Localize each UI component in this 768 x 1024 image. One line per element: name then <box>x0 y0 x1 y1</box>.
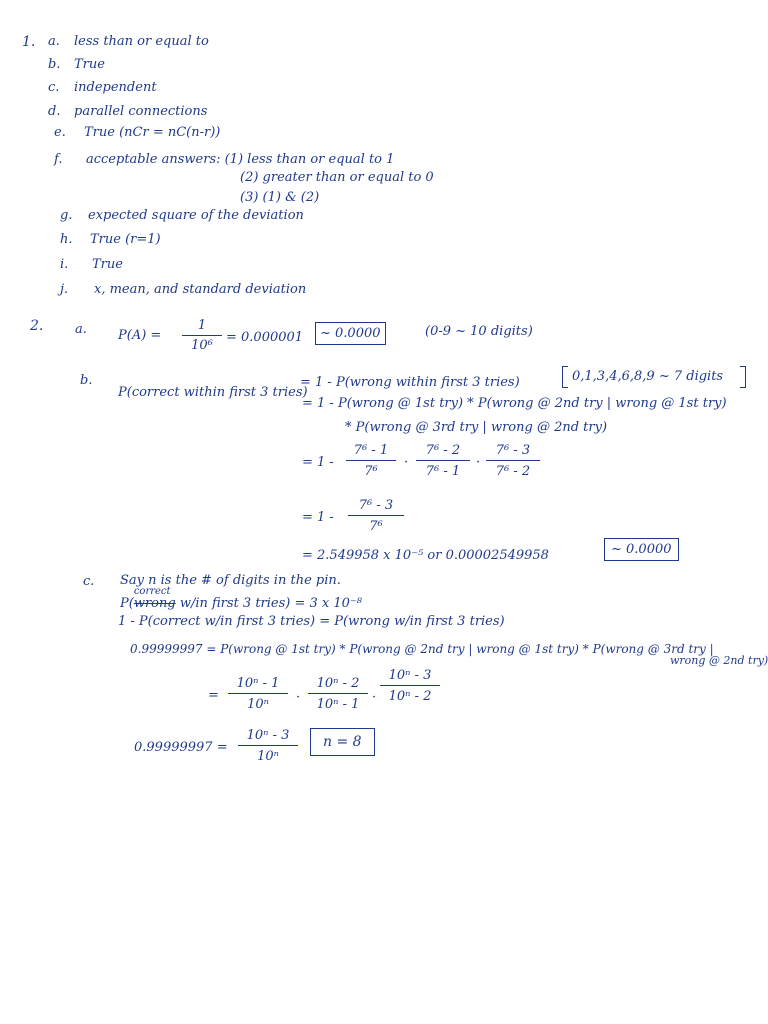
q2b-dot-2: · <box>476 455 481 470</box>
q2b-digits: 0,1,3,4,6,8,9 ~ 7 digits <box>572 369 724 384</box>
q2c-dot-1: · <box>296 690 301 705</box>
q2b-fraction-2-den: 7⁶ - 1 <box>425 464 461 479</box>
q2a-boxed-answer: ~ 0.0000 <box>315 322 386 345</box>
q1-item-text: (3) (1) & (2) <box>240 190 320 205</box>
q2c-fraction-1 <box>228 676 288 712</box>
q2b-fraction-4-den: 7⁶ <box>369 519 383 534</box>
q2c-fraction-3-bar <box>380 685 440 686</box>
q1-item-label: d. <box>48 104 61 119</box>
q1-item-label: c. <box>48 80 60 95</box>
q1-item-text: less than or equal to <box>74 34 209 49</box>
q2c-boxed-answer: n = 8 <box>310 728 375 756</box>
q2c-line4-continued: wrong @ 2nd try) <box>670 654 768 667</box>
q1-item-text: True <box>92 257 123 272</box>
q1-item-label: h. <box>60 232 73 247</box>
q2b-boxed-answer: ~ 0.0000 <box>604 538 679 561</box>
q1-item-label: g. <box>60 208 73 223</box>
q2c-line3: 1 - P(correct w/in first 3 tries) = P(wrong w/in first 3 tries) <box>118 614 505 629</box>
q2c-line6-prefix: 0.99999997 = <box>134 740 228 755</box>
q2b-line6: = 2.549958 x 10⁻⁵ or 0.00002549958 <box>302 548 549 563</box>
q2a-fraction-num: 1 <box>197 318 207 333</box>
q2c-fraction-4-num: 10ⁿ - 3 <box>246 728 290 743</box>
q2c-line2-rest: w/in first 3 tries) = 3 x 10⁻⁸ <box>179 596 363 611</box>
q2b-fraction-4-num: 7⁶ - 3 <box>358 498 394 513</box>
q2a-fraction <box>182 318 222 353</box>
q2c-line2-correction: correct <box>133 586 171 597</box>
q2c-fraction-3-den: 10ⁿ - 2 <box>388 689 432 704</box>
q2c-fraction-3 <box>380 668 440 704</box>
q2b-fraction-3-num: 7⁶ - 3 <box>495 443 531 458</box>
q2c-fraction-2 <box>308 676 368 712</box>
q2b-line4-prefix: = 1 - <box>302 455 334 470</box>
q2b-fraction-2-num: 7⁶ - 2 <box>425 443 461 458</box>
q2a-fraction-den: 10⁶ <box>191 338 213 353</box>
q1-item-label: f. <box>54 152 63 167</box>
q2c-fraction-2-bar <box>308 693 368 694</box>
q2c-label: c. <box>83 574 95 589</box>
q2c-fraction-2-den: 10ⁿ - 1 <box>316 697 360 712</box>
q2c-fraction-2-num: 10ⁿ - 2 <box>316 676 360 691</box>
q2a-fraction-bar <box>182 335 222 336</box>
q2c-line5-prefix: = <box>208 688 219 703</box>
q2b-line5-prefix: = 1 - <box>302 510 334 525</box>
q2b-fraction-1-den: 7⁶ <box>364 464 378 479</box>
q2b-fraction-4-bar <box>348 515 404 516</box>
q2a-lhs: P(A) = <box>118 328 162 343</box>
q1-item-text: independent <box>74 80 157 95</box>
q2c-fraction-1-num: 10ⁿ - 1 <box>236 676 280 691</box>
q2b-fraction-2 <box>416 443 470 479</box>
q1-item-text: True <box>74 57 105 72</box>
q2b-dot-1: · <box>404 455 409 470</box>
q1-item-label: a. <box>48 34 60 49</box>
q2c-fraction-4-bar <box>238 745 298 746</box>
q1-item-text: True (r=1) <box>90 232 161 247</box>
q1-item-label: i. <box>60 257 69 272</box>
q2b-line2: = 1 - P(wrong @ 1st try) * P(wrong @ 2nd try | wrong @ 1st try) <box>302 396 727 411</box>
q2c-fraction-4-den: 10ⁿ <box>257 749 279 764</box>
q1-item-label: b. <box>48 57 61 72</box>
q2b-fraction-4 <box>348 498 404 534</box>
q2a-note: (0-9 ~ 10 digits) <box>425 324 533 339</box>
q2b-fraction-3-den: 7⁶ - 2 <box>495 464 531 479</box>
q2c-line2-prefix: P( <box>120 596 134 611</box>
q2c-fraction-4 <box>238 728 298 764</box>
q2c-fraction-1-den: 10ⁿ <box>247 697 269 712</box>
q2b-line1-rhs: = 1 - P(wrong within first 3 tries) <box>300 375 520 390</box>
q2b-line3: * P(wrong @ 3rd try | wrong @ 2nd try) <box>345 420 608 435</box>
q2b-line1-lhs: P(correct within first 3 tries) <box>118 385 308 400</box>
q2b-fraction-3 <box>486 443 540 479</box>
q2a-label: a. <box>75 322 87 337</box>
q2b-digits-bracket-left <box>562 366 568 388</box>
q1-item-text: (2) greater than or equal to 0 <box>240 170 434 185</box>
q2b-fraction-1 <box>346 443 396 479</box>
q1-item-text: True (nCr = nC(n-r)) <box>84 125 221 140</box>
q1-item-text: parallel connections <box>74 104 208 119</box>
q2b-fraction-3-bar <box>486 460 540 461</box>
q2b-fraction-2-bar <box>416 460 470 461</box>
q2b-digits-bracket-right <box>740 366 746 388</box>
q1-number: 1. <box>22 34 36 50</box>
q1-item-label: j. <box>60 282 69 297</box>
q2a-result: = 0.000001 <box>226 330 304 345</box>
q2c-line4: 0.99999997 = P(wrong @ 1st try) * P(wrong @ 2nd try | wrong @ 1st try) * P(wrong @ 3rd try | <box>130 642 714 656</box>
q2c-fraction-3-num: 10ⁿ - 3 <box>388 668 432 683</box>
q1-item-label: e. <box>54 125 66 140</box>
q2c-line1: Say n is the # of digits in the pin. <box>120 573 341 588</box>
q1-item-text: expected square of the deviation <box>88 208 304 223</box>
q2c-line2 <box>120 586 363 611</box>
q2c-dot-2: · <box>372 690 377 705</box>
q2b-label: b. <box>80 373 93 388</box>
q1-item-text: x, mean, and standard deviation <box>94 282 307 297</box>
q2b-fraction-1-num: 7⁶ - 1 <box>353 443 389 458</box>
q2c-fraction-1-bar <box>228 693 288 694</box>
q2-number: 2. <box>30 318 44 334</box>
q2c-line2-struck-word: wrong <box>133 596 176 611</box>
q1-item-text: acceptable answers: (1) less than or equal to 1 <box>86 152 395 167</box>
q2b-fraction-1-bar <box>346 460 396 461</box>
